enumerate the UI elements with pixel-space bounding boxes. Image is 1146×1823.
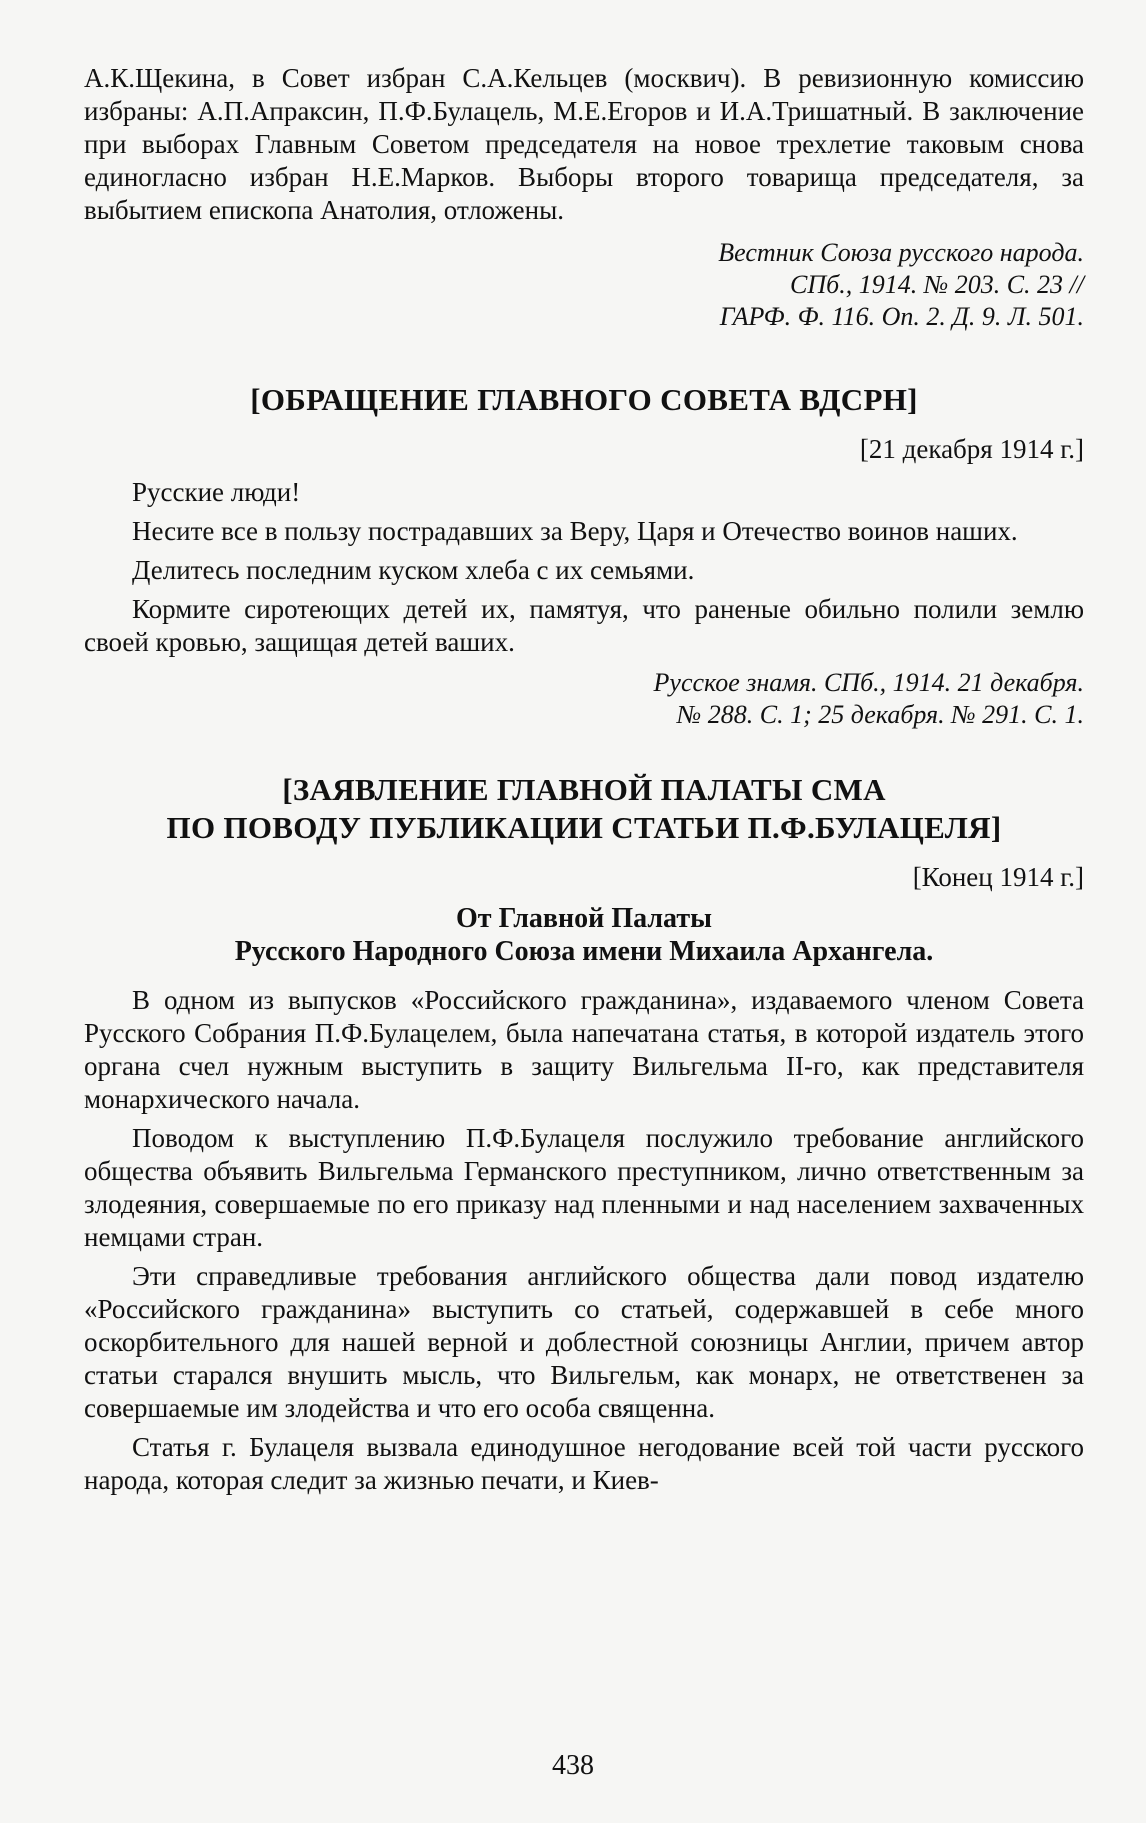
title-line: ПО ПОВОДУ ПУБЛИКАЦИИ СТАТЬИ П.Ф.БУЛАЦЕЛЯ]	[166, 810, 1002, 845]
page-number: 438	[552, 1750, 594, 1781]
page-content	[84, 62, 1084, 1497]
appeal-line: Делитесь последним куском хлеба с их семьями.	[132, 555, 695, 585]
body-paragraph: Поводом к выступлению П.Ф.Булацеля послужило требование английского общества объявить Вильгельма Германского преступником, лично ответственным за злодеяния, совершаемые по его приказу над пленными и над населением захваченных немцами стран.	[84, 1123, 1084, 1252]
source-line: СПб., 1914. № 203. С. 23 //	[790, 270, 1084, 299]
statement-subtitle	[84, 902, 1084, 968]
body-paragraph: Статья г. Булацеля вызвала единодушное негодование всей той части русского народа, которая следит за жизнью печати, и Киев-	[84, 1432, 1084, 1495]
source-line: Русское знамя. СПб., 1914. 21 декабря.	[653, 668, 1084, 697]
body-paragraph: В одном из выпусков «Российского гражданина», издаваемого членом Совета Русского Собрания П.Ф.Булацелем, была напечатана статья, в которой издатель этого органа счел нужным выступить в защиту Вильгельма II-го, как представителя монархического начала.	[84, 985, 1084, 1114]
document-title-statement	[84, 771, 1084, 847]
body-paragraph: Эти справедливые требования английского общества дали повод издателю «Российского гражданина» выступить со статьей, содержавшей в себе много оскорбительного для нашей верной и доблестной союзницы Англии, причем автор статьи старался внушить мысль, что Вильгельм, как монарх, не ответственен за совершаемые им злодейства и что его особа священна.	[84, 1261, 1084, 1423]
document-title-appeal: [ОБРАЩЕНИЕ ГЛАВНОГО СОВЕТА ВДСРН]	[250, 382, 918, 417]
appeal-line: Русские люди!	[132, 477, 301, 507]
appeal-line: Кормите сиротеющих детей их, памятуя, что раненые обильно полили землю своей кровью, защищая детей ваших.	[84, 594, 1084, 657]
appeal-line: Несите все в пользу пострадавших за Веру, Царя и Отечество воинов наших.	[132, 516, 1018, 546]
continuation-paragraph: А.К.Щекина, в Совет избран С.А.Кельцев (москвич). В ревизионную комиссию избраны: А.П.Апраксин, П.Ф.Булацель, М.Е.Егоров и И.А.Тришатный. В заключение при выборах Главным Советом председателя на новое трехлетие таковым снова единогласно избран Н.Е.Марков. Выборы второго товарища председателя, за выбытием епископа Анатолия, отложены.	[84, 63, 1084, 225]
document-date: [21 декабря 1914 г.]	[859, 434, 1084, 464]
source-line: № 288. С. 1; 25 декабря. № 291. С. 1.	[676, 700, 1084, 729]
source-line: ГАРФ. Ф. 116. Оп. 2. Д. 9. Л. 501.	[719, 302, 1084, 331]
title-line: [ЗАЯВЛЕНИЕ ГЛАВНОЙ ПАЛАТЫ СМА	[282, 772, 886, 807]
source-citation-1	[84, 237, 1084, 333]
source-line: Вестник Союза русского народа.	[718, 238, 1084, 267]
subtitle-line: Русского Народного Союза имени Михаила Архангела.	[234, 936, 934, 967]
statement-body	[84, 984, 1084, 1497]
appeal-body	[84, 476, 1084, 659]
document-date: [Конец 1914 г.]	[912, 862, 1084, 892]
subtitle-line: От Главной Палаты	[456, 903, 712, 934]
source-citation-2	[84, 667, 1084, 731]
